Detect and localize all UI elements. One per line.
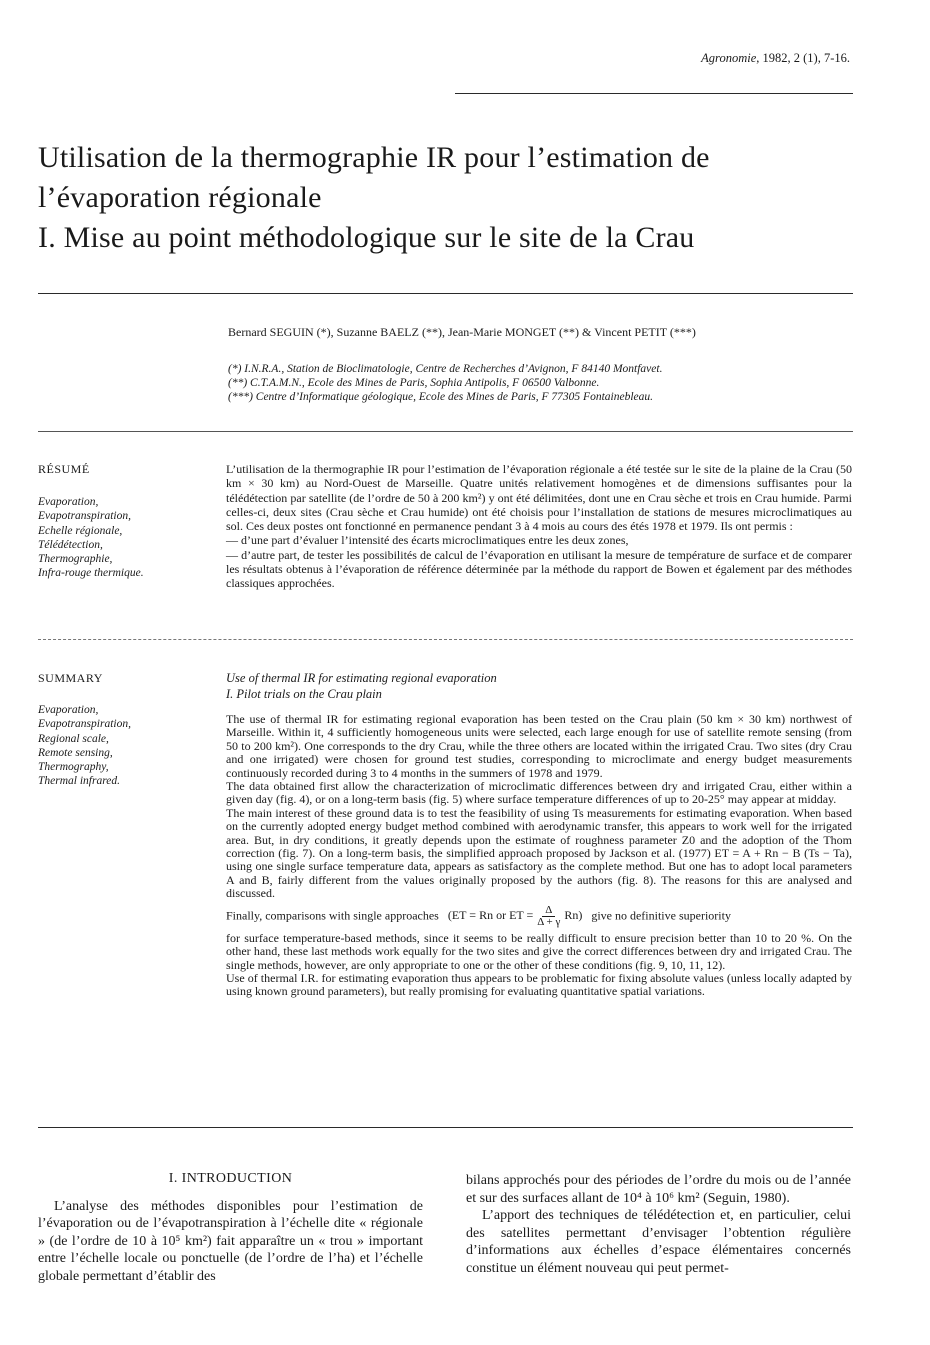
summary-keyword: Thermography, [38, 761, 109, 774]
affiliation-2: (**) C.T.A.M.N., Ecole des Mines de Paris, Sophia Antipolis, F 06500 Valbonne. [228, 377, 600, 389]
journal-name: Agronomie [701, 51, 757, 65]
summary-paragraph: Use of thermal I.R. for estimating evaporation thus appears to be problematic for fixing absolute values (unless locally adapted by using known ground parameters), but really promising for evaluating quantitative spatial variations. [226, 970, 852, 999]
summary-paragraph-formula [226, 905, 852, 928]
affiliation-3: (***) Centre d’Informatique géologique, Ecole des Mines de Paris, F 77305 Fontainebleau. [228, 391, 653, 403]
title-rule [38, 293, 853, 294]
summary-text [226, 713, 852, 999]
header-rule [455, 93, 853, 94]
summary-title-line-2: I. Pilot trials on the Crau plain [226, 687, 382, 701]
article-title [38, 138, 898, 258]
resume-heading: RÉSUMÉ [38, 462, 90, 476]
formula-right: Rn) [564, 908, 583, 923]
authors: Bernard SEGUIN (*), Suzanne BAELZ (**), Jean-Marie MONGET (**) & Vincent PETIT (***) [228, 325, 696, 339]
summary-heading: SUMMARY [38, 671, 103, 685]
summary-keyword: Evapotranspiration, [38, 718, 131, 731]
resume-paragraph: L’utilisation de la thermographie IR pour l’estimation de l’évaporation régionale a été testée sur le site de la plaine de la Crau (50 km × 30 km) au Nord-Ouest de Marseille. Quatre unités relativement homogènes et de dimensions suffisantes pour la télédétection par satellite (de l’ordre de 50 à 200 km²) y ont été délimitées, dont une en Crau sèche et trois en Crau humide. Parmi celles-ci, deux sites (Crau sèche et Crau humide) ont été choisis pour l’installation de stations de mesures microclimatiques au sol. Ces deux postes ont fonctionné en permanence pendant 3 à 4 mois au cours des étés 1978 et 1979. Ils ont permis : [226, 462, 852, 534]
summary-keyword: Thermal infrared. [38, 775, 120, 788]
intro-paragraph: bilans approchés pour des périodes de l’ordre du mois ou de l’année et sur des surfaces allant de 10⁴ à 10⁶ km² (Seguin, 1980). [466, 1173, 851, 1206]
title-line-3: I. Mise au point méthodologique sur le site de la Crau [38, 221, 695, 254]
summary-keyword: Regional scale, [38, 732, 109, 745]
intro-left-column [38, 1170, 423, 1286]
resume-keywords [38, 495, 144, 581]
summary-paragraph: The main interest of these ground data is to test the feasibility of using Ts measurements for estimating evaporation. When based on the currently adopted energy budget method combined with aerodynamic transfer, this appears to work well for the irrigated area. But, in dry conditions, it greatly depends upon the estimate of roughness parameter Z0 and the adoption of the Thom correction (fig. 7). On a long-term basis, the simplified approach proposed by Jackson et al. (1977) ET = A + Rn − B (Ts − Ta), using one single surface temperature data, appears as satisfactory as the complete method. But one has to adopt local parameters A and B, fairly different from the values originally proposed by the authors (fig. 8). The reasons for this are analysed and discussed. [226, 805, 852, 901]
affiliation-1: (*) I.N.R.A., Station de Bioclimatologie, Centre de Recherches d’Avignon, F 84140 Montfavet. [228, 363, 663, 375]
intro-right-column [466, 1172, 851, 1278]
journal-citation [701, 51, 850, 66]
resume-text [226, 462, 852, 591]
summary-paragraph: for surface temperature-based methods, since it seems to be really difficult to ensure precision better than 10 to 20 %. On the other hand, these last methods work equally for the two sites and give the correct differences between dry and irrigated Crau. The single methods, however, are only appropriate to one or the other of these conditions (fig. 9, 10, 11, 12). [226, 930, 852, 972]
summary-text-span: Finally, comparisons with single approaches [226, 907, 439, 922]
affiliations [228, 362, 662, 404]
resume-rule [38, 639, 853, 640]
formula-numerator: Δ [542, 905, 555, 917]
summary-paragraph: The use of thermal IR for estimating regional evaporation has been tested on the Crau plain (50 km × 30 km) northwest of Marseille. Within it, 4 sufficiently homogeneous units were selected, each large enough for use of satellite remote sensing (from 50 to 200 km²). One corresponds to the dry Crau, while the three others are located within the irrigated Crau. Two sites (dry Crau and one irrigated) were chosen for ground test studies, corresponding to microclimate and energy budget measurements continuously recorded during 3 to 4 months in the summers of 1978 and 1979. [226, 712, 852, 780]
summary-title [226, 670, 497, 702]
formula-denominator: Δ + γ [537, 915, 561, 928]
resume-keyword: Infra-rouge thermique. [38, 567, 144, 580]
summary-keyword: Evaporation, [38, 704, 99, 716]
resume-paragraph: — d’une part d’évaluer l’intensité des écarts microclimatiques entre les deux zones, [226, 533, 629, 548]
authors-rule [38, 431, 853, 432]
title-line-1: Utilisation de la thermographie IR pour l’estimation de [38, 141, 710, 174]
resume-keyword: Thermographie, [38, 553, 113, 566]
intro-paragraph: L’analyse des méthodes disponibles pour l’estimation de l’évaporation ou de l’évapotranspiration à l’échelle dite « régionale » (de l’ordre de 10 à 10⁵ km²) fait apparaître un « trou » important entre l’échelle locale ou ponctuelle (de l’ordre de l’ha) et l’échelle globale permettant d’établir des [38, 1198, 423, 1284]
penman-formula [448, 905, 582, 928]
intro-heading: I. INTRODUCTION [168, 1171, 293, 1186]
resume-keyword: Evapotranspiration, [38, 510, 131, 523]
intro-paragraph: L’apport des techniques de télédétection et, en particulier, celui des satellites permettant d’envisager l’obtention régulière d’informations aux échelles d’espace élémentaires concernés constitue un élément nouveau qui peut permet- [466, 1208, 851, 1276]
summary-rule [38, 1127, 853, 1128]
resume-keyword: Evaporation, [38, 496, 99, 508]
summary-title-line-1: Use of thermal IR for estimating regional evaporation [226, 671, 497, 685]
formula-fraction [537, 905, 560, 928]
title-line-2: l’évaporation régionale [38, 181, 322, 214]
formula-left: (ET = Rn or ET = [447, 908, 534, 923]
summary-keyword: Remote sensing, [38, 746, 113, 759]
resume-keyword: Télédétection, [38, 538, 103, 551]
summary-text-span: give no definitive superiority [591, 907, 731, 922]
resume-keyword: Echelle régionale, [38, 524, 123, 537]
resume-paragraph: — d’autre part, de tester les possibilités de calcul de l’évaporation en utilisant la mesure de température de surface et de comparer les résultats obtenus à l’évaporation de référence déterminée par la méthode du rapport de Bowen et également par des méthodes classiques approchées. [226, 547, 852, 591]
journal-volume: , 1982, 2 (1), 7-16. [756, 51, 850, 65]
summary-keywords [38, 703, 131, 789]
summary-paragraph: The data obtained first allow the characterization of microclimatic differences between dry and irrigated Crau, either within a given day (fig. 4), or on a long-term basis (fig. 5) where surface temperature differences of up to 20-25° may appear at midday. [226, 779, 852, 807]
